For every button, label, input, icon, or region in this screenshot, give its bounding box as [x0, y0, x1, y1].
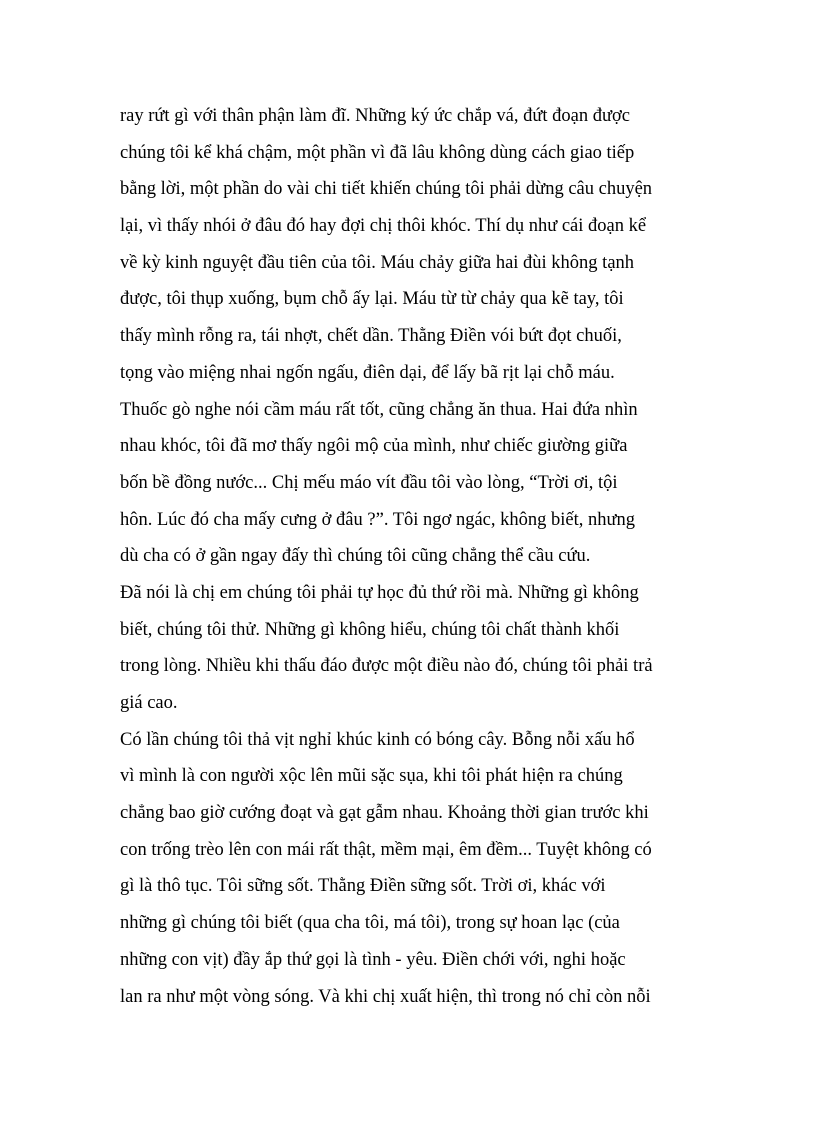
text-line: được, tôi thụp xuống, bụm chỗ ấy lại. Máu từ từ chảy qua kẽ tay, tôi — [120, 289, 624, 310]
text-line: lại, vì thấy nhói ở đâu đó hay đợi chị thôi khóc. Thí dụ như cái đoạn kể — [120, 216, 647, 237]
text-line: Có lần chúng tôi thả vịt nghỉ khúc kinh có bóng cây. Bỗng nỗi xấu hổ — [120, 729, 635, 750]
text-line: hôn. Lúc đó cha mấy cưng ở đâu ?”. Tôi ngơ ngác, không biết, nhưng — [120, 509, 636, 530]
text-line: chúng tôi kể khá chậm, một phần vì đã lâu không dùng cách giao tiếp — [120, 142, 635, 163]
text-line: những gì chúng tôi biết (qua cha tôi, má tôi), trong sự hoan lạc (của — [120, 913, 620, 934]
text-line: Thuốc gò nghe nói cầm máu rất tốt, cũng chẳng ăn thua. Hai đứa nhìn — [120, 399, 638, 420]
text-line: thấy mình rỗng ra, tái nhợt, chết dần. Thằng Điền vói bứt đọt chuối, — [120, 326, 622, 347]
text-line: chẳng bao giờ cướng đoạt và gạt gẫm nhau. Khoảng thời gian trước khi — [120, 803, 649, 824]
text-line: nhau khóc, tôi đã mơ thấy ngôi mộ của mình, như chiếc giường giữa — [120, 436, 628, 457]
text-line: ray rứt gì với thân phận làm đĩ. Những ký ức chắp vá, đứt đoạn được — [120, 106, 630, 126]
text-line: tọng vào miệng nhai ngốn ngấu, điên dại, để lấy bã rịt lại chỗ máu. — [120, 362, 615, 383]
text-line: gì là thô tục. Tôi sững sốt. Thằng Điền sững sốt. Trời ơi, khác với — [120, 876, 606, 897]
text-line: Đã nói là chị em chúng tôi phải tự học đủ thứ rồi mà. Những gì không — [120, 582, 639, 603]
text-line: bằng lời, một phần do vài chi tiết khiến chúng tôi phải dừng câu chuyện — [120, 179, 653, 200]
text-line: biết, chúng tôi thử. Những gì không hiểu, chúng tôi chất thành khối — [120, 619, 620, 640]
text-line: trong lòng. Nhiều khi thấu đáo được một điều nào đó, chúng tôi phải trả — [120, 656, 653, 677]
body-text — [120, 98, 710, 1015]
text-line: dù cha có ở gần ngay đấy thì chúng tôi cũng chẳng thể cầu cứu. — [120, 546, 591, 567]
text-line: lan ra như một vòng sóng. Và khi chị xuất hiện, thì trong nó chỉ còn nỗi — [120, 986, 651, 1007]
text-line: bốn bề đồng nước... Chị mếu máo vít đầu tôi vào lòng, “Trời ơi, tội — [120, 472, 618, 493]
text-line: những con vịt) đầy ắp thứ gọi là tình - yêu. Điền chới với, nghi hoặc — [120, 949, 626, 970]
text-line: giá cao. — [120, 693, 178, 713]
text-line: con trống trèo lên con mái rất thật, mềm mại, êm đềm... Tuyệt không có — [120, 839, 652, 860]
text-line: về kỳ kinh nguyệt đầu tiên của tôi. Máu chảy giữa hai đùi không tạnh — [120, 252, 635, 273]
text-line: vì mình là con người xộc lên mũi sặc sụa, khi tôi phát hiện ra chúng — [120, 766, 623, 787]
